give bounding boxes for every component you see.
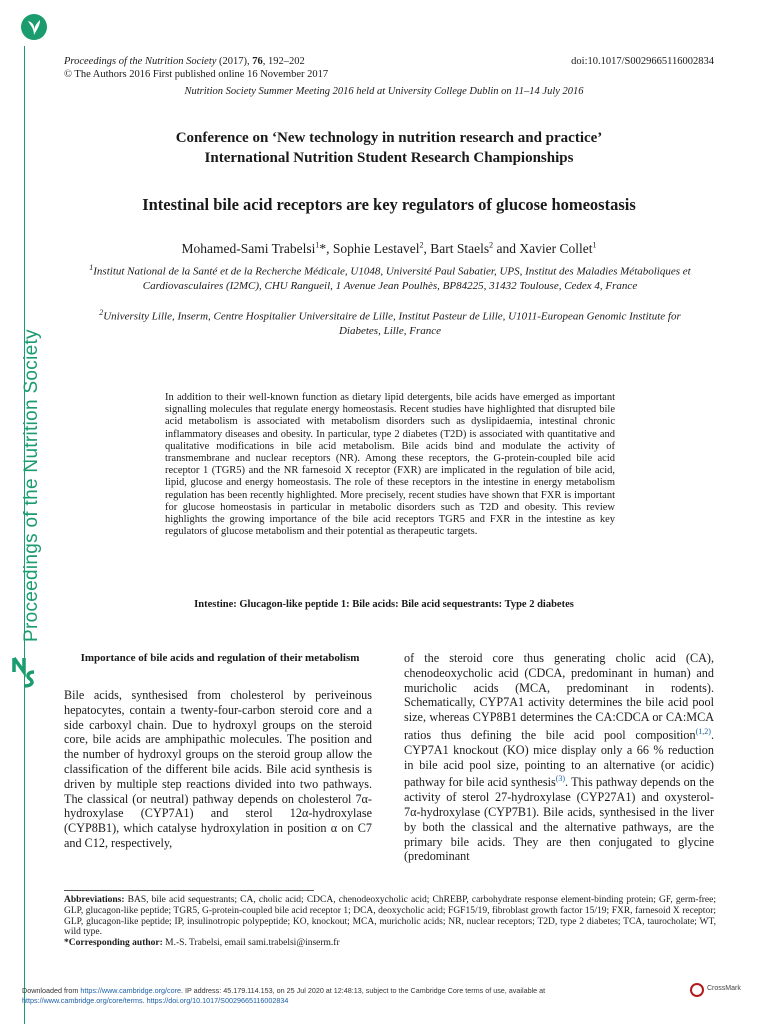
affiliation: $^1$Institut National de la Santé et de la Recherche Médicale, U1048, Université Paul Sabatier, UPS, Institut des Maladies Métaboliques et Cardiovasculaires (I2MC), CHU Rangueil, 1 Avenue Jean Poulhès, BP84225, 31432 Toulouse, Cedex 4, France: [89, 263, 691, 293]
author-list: [64, 240, 714, 257]
download-notice: Downloaded from https://www.cambridge.org/core. IP address: 45.179.114.153, on 25 Jul 2020 at 12:48:13, subject to the Cambridge Core terms of use, available at https://www.cambridge.org/core/terms. https://doi.org/10.1017/S0029665116002834: [22, 986, 546, 1005]
abstract: In addition to their well-known function as dietary lipid detergents, bile acids have emerged as important signalling molecules that regulate energy homeostasis. Recent studies have highlighted that disrupted bile acid metabolism is associated with metabolism disorders such as dyslipidaemia, intestinal chronic inflammatory diseases and obesity. In particular, type 2 diabetes (T2D) is associated with quantitative and qualitative modifications in bile acid metabolism. Bile acids bind and modulate the activity of transmembrane and nuclear receptors (NR). Among these receptors, the G-protein-coupled bile acid receptor 1 (TGR5) and the NR farnesoid X receptor (FXR) are implicated in the regulation of bile acid, lipid, glucose and energy homeostasis. The role of these receptors in the intestine in energy metabolism regulation has been recently highlighted. More precisely, recent studies have shown that FXR is important for glucose homeostasis in particular in metabolic disorders such as T2D and obesity. This review highlights the growing importance of the bile acid receptors TGR5 and FXR in the intestine as key regulators of glucose metabolism and their potential as therapeutic targets.: [165, 392, 615, 538]
doi-link[interactable]: https://doi.org/10.1017/S0029665116002834: [146, 996, 289, 1005]
journal-citation: Proceedings of the Nutrition Society (2017), 76, 192–202: [64, 56, 305, 67]
conference-line-1: Conference on ‘New technology in nutrition research and practice’: [175, 130, 603, 146]
author: Mohamed-Sami Trabelsi$^1$*,: [181, 240, 333, 256]
journal-vertical-title: Proceedings of the Nutrition Society: [21, 329, 42, 642]
footnotes: [64, 895, 716, 949]
body-right-column: of the steroid core thus generating cholic acid (CA), chenodeoxycholic acid (CDCA, predominant in human) and muricholic acids (MCA, predominant in rodents). Schematically, CYP7A1 activity determines the bile acid pool size, whereas CYP8B1 determines the CA:CDCA or CA:MCA ratios thus defining the bile acid pool composition$^{(1,2)}$. CYP7A1 knockout (KO) mice display only a 66 % reduction in bile acid pool size, pointing to an alternative (or acidic) pathway for bile acid synthesis$^{(3)}$. This pathway depends on the activity of sterol 27-hydroxylase (CYP27A1) and oxysterol-7α-hydroxylase (CYP7B1). Bile acids, synthesised in the liver by both the classical and the alternative pathways, are the primary bile acids. They are then conjugated to glycine (predominant: [404, 651, 714, 864]
author: Sophie Lestavel$^2$,: [332, 240, 431, 256]
conference-line-2: International Nutrition Student Research Championships: [204, 150, 574, 166]
body-left-column: Bile acids, synthesised from cholesterol by periveinous hepatocytes, contain a twenty-four-carbon steroid core and a side carboxyl chain. Due to hydroxyl groups on the steroid core, bile acids are amphipathic molecules. The position and the number of hydroxyl groups on the steroid group allow the classification of the different bile acids. Bile acid synthesis is driven by multiple step reactions divided into two pathways. The classical (or neutral) pathway depends on cholesterol 7α-hydroxylase (CYP7A1) and sterol 12α-hydroxylase (CYP8B1), which catalyse hydroxylation in position α on C7 and C12, respectively,: [64, 688, 372, 850]
meeting-line: Nutrition Society Summer Meeting 2016 held at University College Dublin on 11–14 July 2016: [184, 86, 584, 97]
corresponding-author: *Corresponding author: M.-S. Trabelsi, email sami.trabelsi@inserm.fr: [64, 938, 340, 949]
keywords: Intestine: Glucagon-like peptide 1: Bile acids: Bile acid sequestrants: Type 2 diabetes: [194, 599, 574, 610]
leaf-icon: [21, 14, 47, 40]
crossmark-button[interactable]: [690, 983, 760, 997]
citation-link[interactable]: (3): [555, 774, 566, 784]
crossmark-icon: [690, 983, 704, 997]
affiliation: $^2$University Lille, Inserm, Centre Hospitalier Universitaire de Lille, Institut Pasteur de Lille, U1011-European Genomic Institute for Diabetes, Lille, France: [99, 308, 681, 338]
author: Xavier Collet$^1$: [519, 240, 597, 256]
citation-link[interactable]: (1,2): [695, 726, 711, 736]
ns-logo-icon: [10, 654, 40, 688]
journal-header: [64, 55, 328, 81]
footnote-divider: [64, 890, 314, 891]
copyright-line: © The Authors 2016 First published online 16 November 2017: [64, 69, 329, 80]
conference-title: [64, 128, 714, 168]
terms-link[interactable]: https://www.cambridge.org/core/terms: [22, 996, 143, 1005]
core-link[interactable]: https://www.cambridge.org/core: [80, 986, 182, 995]
abbreviations: Abbreviations: BAS, bile acid sequestrants; CA, cholic acid; CDCA, chenodeoxycholic acid; ChREBP, carbohydrate response element-binding protein; GF, germ-free; GLP, glucagon-like peptide; TGR5, G-protein-coupled bile acid receptor 1; DCA, deoxycholic acid; FGF15/19, fibroblast growth factor 15/19; FXR, farnesoid X receptor; GLP, glucagon-like peptide; IP, insulinotropic polypeptide; KO, knockout; MCA, muricholic acids; NR, nuclear receptors; T2D, type 2 diabetes; TCA, taurocholate; WT, wild type.: [64, 895, 716, 938]
author: Bart Staels$^2$ and: [430, 240, 520, 256]
doi-header: doi:10.1017/S0029665116002834: [571, 56, 714, 67]
paper-title: Intestinal bile acid receptors are key regulators of glucose homeostasis: [142, 195, 636, 214]
section-heading: Importance of bile acids and regulation of their metabolism: [80, 652, 360, 664]
crossmark-label: CrossMark: [707, 985, 741, 992]
